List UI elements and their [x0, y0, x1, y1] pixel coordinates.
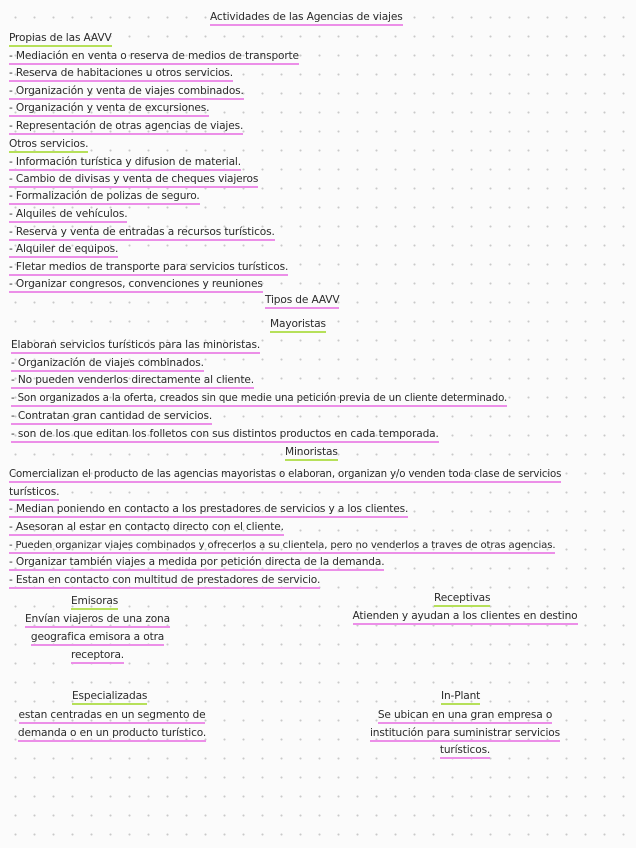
list-item-text: - Organizar congresos, convenciones y reuniones	[9, 278, 263, 293]
especializadas-heading	[72, 690, 147, 703]
minoristas-heading	[285, 446, 338, 459]
inplant-line	[355, 727, 575, 740]
list-item-text: - Alquiles de vehículos.	[9, 208, 127, 223]
list-item-text: - Estan en contacto con multitud de prestadores de servicio.	[9, 574, 320, 589]
list-item-text: - Fletar medios de transporte para servicios turísticos.	[9, 261, 288, 276]
otros-heading-text: Otros servicios.	[9, 138, 88, 153]
emisoras-line	[10, 631, 185, 644]
inplant-line-text: institución para suministrar servicios	[370, 727, 560, 742]
list-item-text: - Asesoran al estar en contacto directo con el cliente.	[9, 521, 284, 536]
minoristas-heading-text: Minoristas	[285, 446, 338, 461]
propias-heading	[9, 32, 112, 45]
list-item-text: - Alquiler de equipos.	[9, 243, 118, 258]
mayoristas-intro-text: Elaboran servicios turísticos para las minoristas.	[11, 339, 260, 354]
list-item	[9, 156, 241, 169]
list-item-text: - No pueden venderlos directamente al cliente.	[11, 374, 254, 389]
list-item	[9, 278, 263, 291]
minoristas-intro-line1	[9, 468, 561, 481]
inplant-line-text: Se ubican en una gran empresa o	[378, 709, 552, 724]
mayoristas-heading	[270, 318, 326, 331]
list-item-text: - Median poniendo en contacto a los prestadores de servicios y a los clientes.	[9, 503, 408, 518]
emisoras-line-text: Envían viajeros de una zona	[25, 613, 170, 628]
list-item	[9, 556, 384, 569]
list-item-text: - Formalización de polizas de seguro.	[9, 190, 200, 205]
inplant-line	[355, 744, 575, 757]
list-item-text: - Son organizados a la oferta, creados sin que medie una petición previa de un cliente determinado.	[11, 393, 507, 407]
list-item	[9, 261, 288, 274]
mayoristas-heading-text: Mayoristas	[270, 318, 326, 333]
inplant-heading	[441, 690, 480, 703]
list-item-text: - Reserva de habitaciones u otros servicios.	[9, 67, 233, 82]
receptivas-line	[340, 610, 590, 623]
mayoristas-intro	[11, 339, 260, 352]
list-item	[9, 85, 244, 98]
list-item	[9, 67, 233, 80]
especializadas-heading-text: Especializadas	[72, 690, 147, 705]
list-item	[9, 539, 555, 552]
list-item-text: - Mediación en venta o reserva de medios de transporte	[9, 50, 299, 65]
list-item-text: - Información turística y difusion de material.	[9, 156, 241, 171]
inplant-line-text: turísticos.	[440, 744, 490, 759]
list-item-text: - Organizar también viajes a medida por petición directa de la demanda.	[9, 556, 384, 571]
minoristas-intro-line2	[9, 486, 59, 499]
especializadas-line-text: demanda o en un producto turístico.	[18, 727, 206, 742]
list-item	[9, 243, 118, 256]
emisoras-line-text: geografica emisora a otra	[31, 631, 164, 646]
list-item	[11, 392, 507, 405]
especializadas-line	[8, 709, 216, 722]
list-item	[9, 120, 243, 133]
page-title	[210, 11, 403, 24]
especializadas-line-text: estan centradas en un segmento de	[19, 709, 206, 724]
list-item	[11, 428, 439, 441]
list-item	[9, 208, 127, 221]
receptivas-line-text: Atienden y ayudan a los clientes en destino	[353, 610, 578, 625]
emisoras-heading	[71, 595, 118, 608]
tipos-heading-text: Tipos de AAVV	[265, 294, 339, 309]
list-item	[9, 574, 320, 587]
tipos-heading	[265, 294, 339, 307]
list-item-text: - Cambio de divisas y venta de cheques viajeros	[9, 173, 258, 188]
inplant-line	[355, 709, 575, 722]
propias-heading-text: Propias de las AAVV	[9, 32, 112, 47]
emisoras-line	[10, 613, 185, 626]
list-item	[11, 410, 212, 423]
especializadas-line	[8, 727, 216, 740]
list-item	[9, 226, 275, 239]
emisoras-line	[10, 649, 185, 662]
list-item-text: - Organización de viajes combinados.	[11, 357, 204, 372]
list-item	[9, 503, 408, 516]
list-item-text: - Reserva y venta de entradas a recursos turísticos.	[9, 226, 275, 241]
minoristas-intro-text: turísticos.	[9, 486, 59, 501]
list-item-text: - Representación de otras agencias de viajes.	[9, 120, 243, 135]
list-item	[9, 173, 258, 186]
page-title-text: Actividades de las Agencias de viajes	[210, 11, 403, 26]
list-item-text: - son de los que editan los folletos con sus distintos productos en cada temporada.	[11, 428, 439, 443]
list-item-text: - Pueden organizar viajes combinados y ofrecerlos a su clientela, pero no venderlos a traves de otras agencias.	[9, 540, 555, 554]
list-item-text: - Organización y venta de excursiones.	[9, 102, 209, 117]
list-item	[9, 190, 200, 203]
receptivas-heading-text: Receptivas	[434, 592, 490, 607]
minoristas-intro-text: Comercializan el producto de las agencias mayoristas o elaboran, organizan y/o venden toda clase de servicios	[9, 469, 561, 483]
emisoras-line-text: receptora.	[71, 649, 124, 664]
emisoras-heading-text: Emisoras	[71, 595, 118, 610]
receptivas-heading	[434, 592, 490, 605]
list-item-text: - Contratan gran cantidad de servicios.	[11, 410, 212, 425]
list-item	[9, 521, 284, 534]
list-item	[11, 357, 204, 370]
list-item	[9, 102, 209, 115]
list-item-text: - Organización y venta de viajes combinados.	[9, 85, 244, 100]
inplant-heading-text: In-Plant	[441, 690, 480, 705]
list-item	[11, 374, 254, 387]
otros-heading	[9, 138, 88, 151]
list-item	[9, 50, 299, 63]
